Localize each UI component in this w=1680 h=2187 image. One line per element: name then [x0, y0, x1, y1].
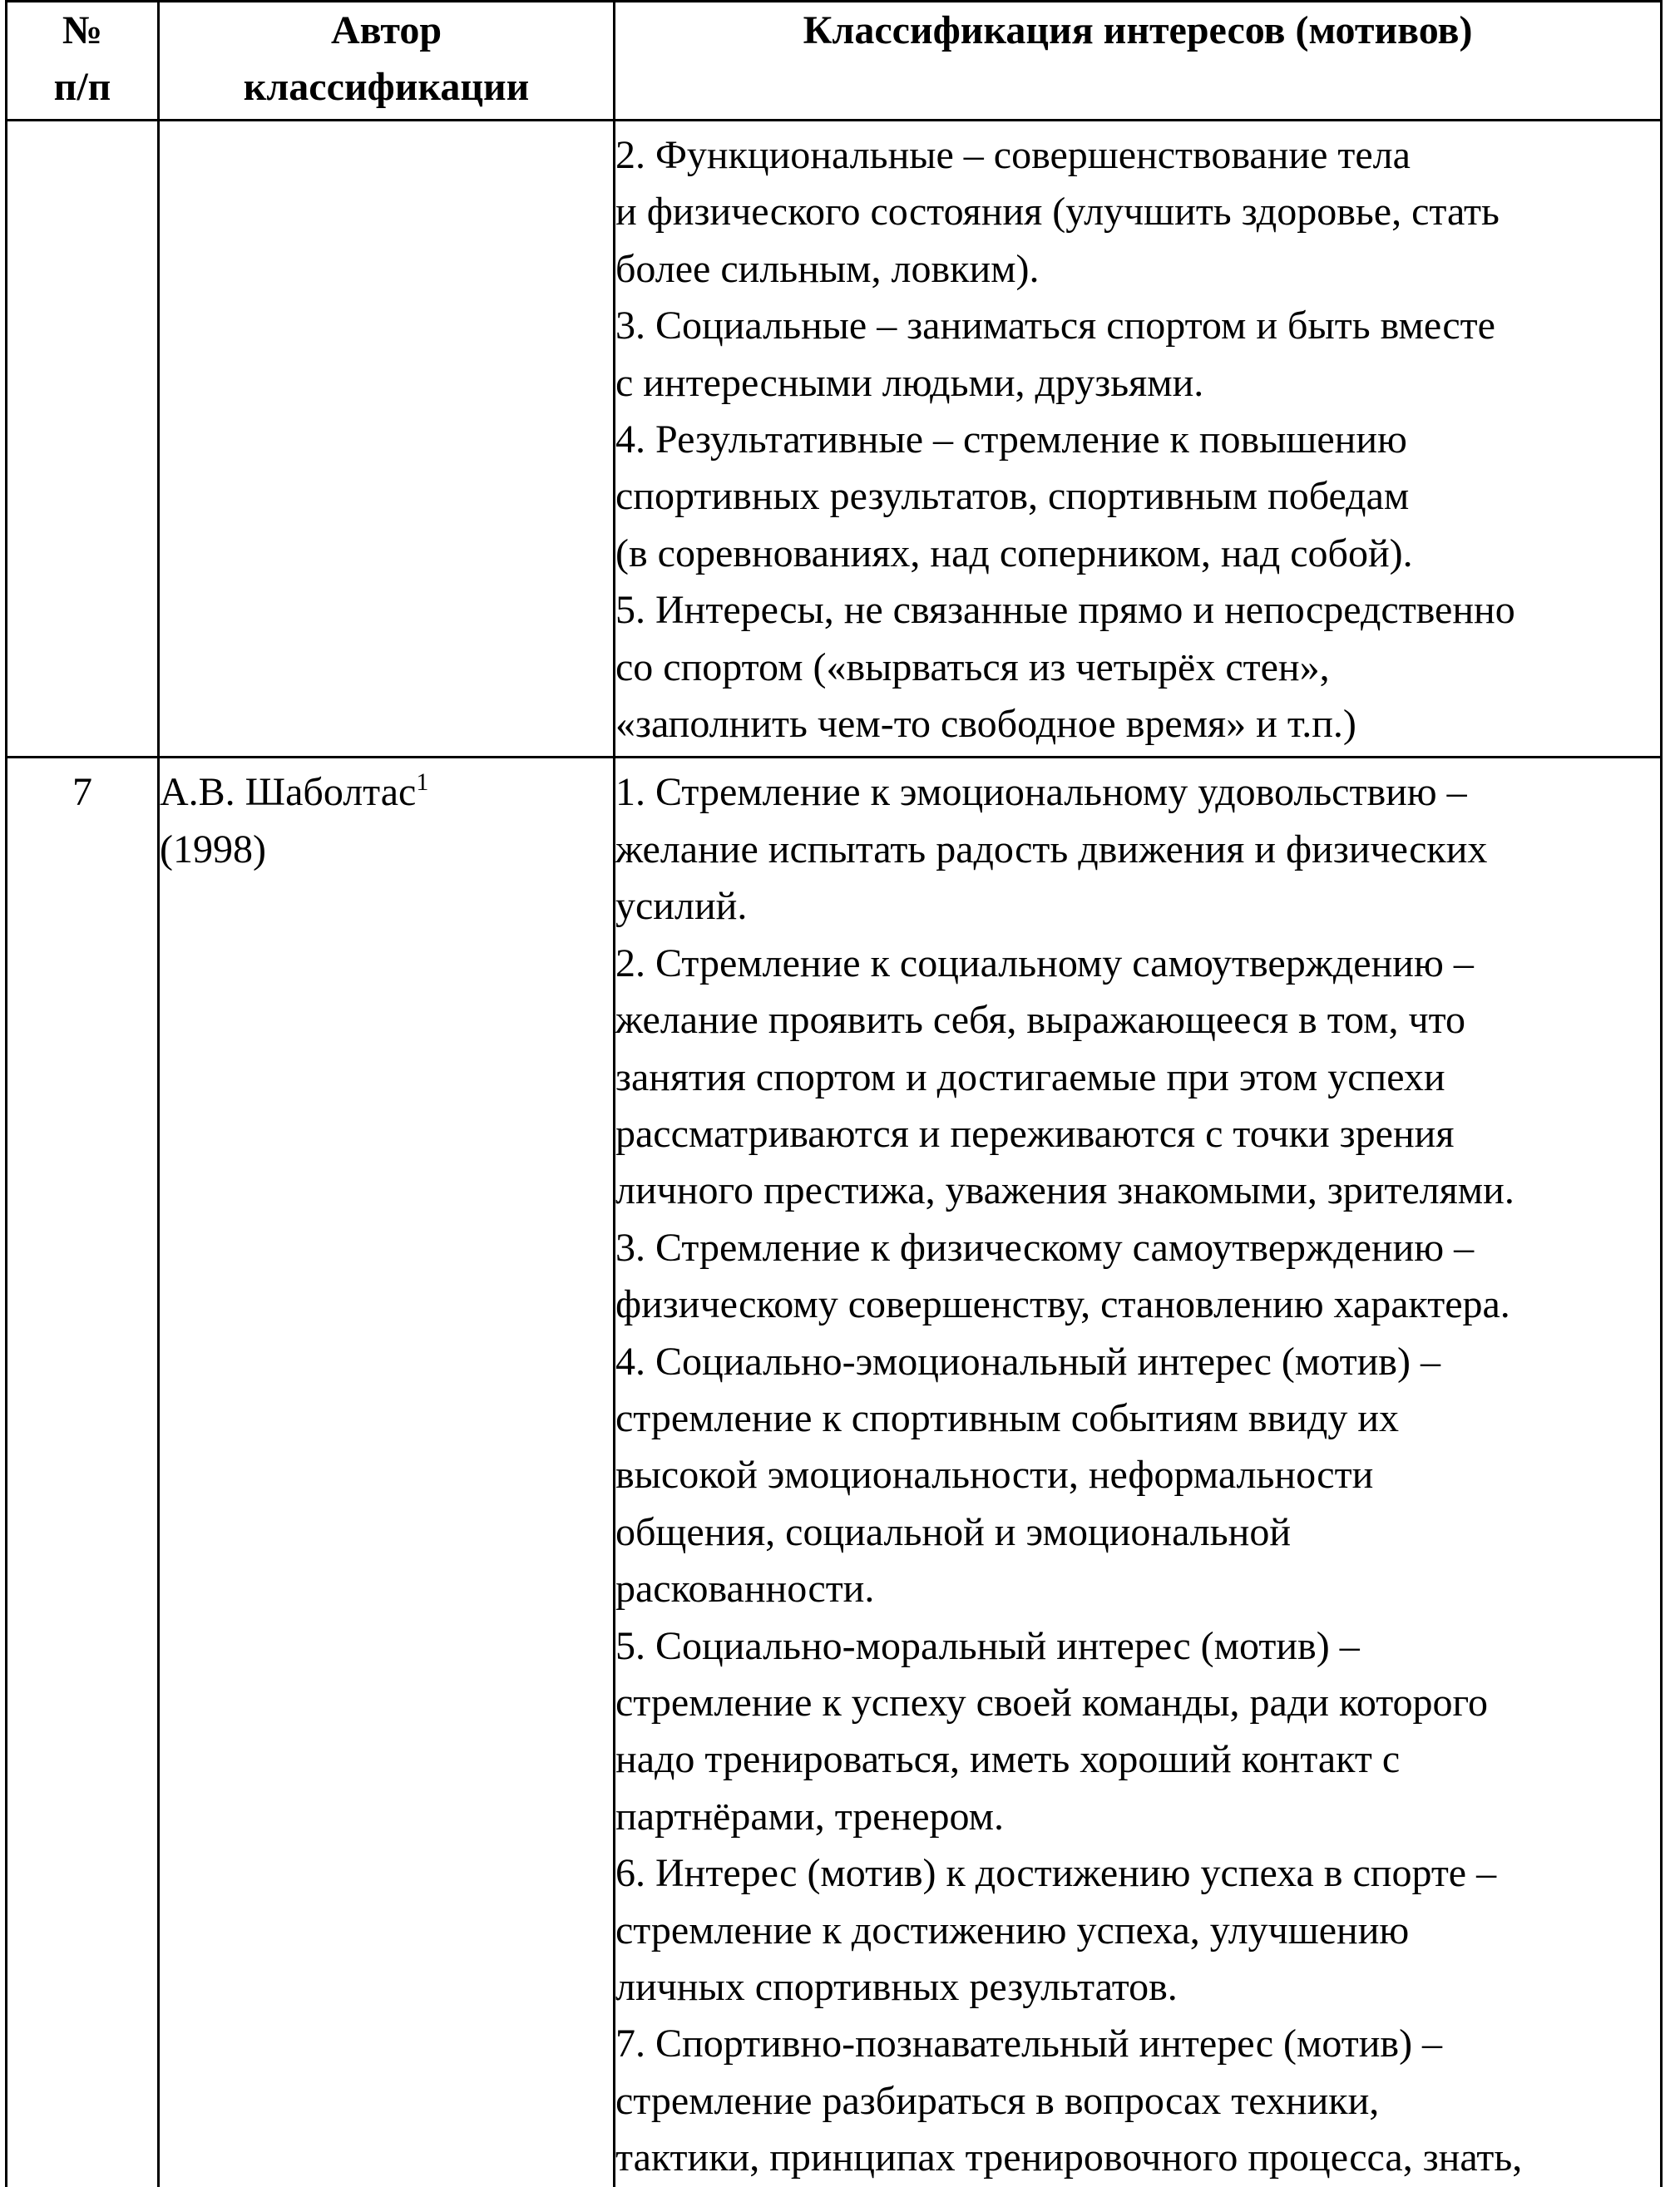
classification-line: физическому совершенству, становлению характера. [615, 1282, 1510, 1327]
classification-line: 3. Стремление к физическому самоутверждению – [615, 1225, 1475, 1270]
classification-line: более сильным, ловким). [615, 246, 1040, 291]
classification-line: личного престижа, уважения знакомыми, зрителями. [615, 1168, 1514, 1213]
classification-line: 2. Функциональные – совершенствование тела [615, 133, 1411, 177]
header-num [7, 2, 159, 121]
classification-line: 7. Спортивно-познавательный интерес (мотив) – [615, 2022, 1443, 2066]
classification-line: раскованности. [615, 1567, 875, 1612]
header-num-line-2: п/п [53, 65, 111, 109]
author-name: А.В. Шаболтас [160, 770, 417, 815]
row-author-cell [159, 121, 615, 758]
table-row [7, 758, 1662, 2187]
header-author-line-2: классификации [243, 65, 530, 109]
classification-line: партнёрами, тренером. [615, 1794, 1005, 1839]
classification-line: 4. Результативные – стремление к повышению [615, 417, 1407, 462]
classification-line: желание испытать радость движения и физических [615, 827, 1488, 871]
classification-line: стремление к спортивным событиям ввиду их [615, 1395, 1400, 1440]
classification-line: со спортом («вырваться из четырёх стен», [615, 644, 1330, 689]
classification-cell [615, 758, 1662, 2187]
table-row [7, 121, 1662, 758]
classification-line: 6. Интерес (мотив) к достижению успеха в спорте – [615, 1851, 1497, 1896]
classification-line: тактики, принципах тренировочного процесса, знать, [615, 2135, 1523, 2180]
classification-line: 3. Социальные – заниматься спортом и быть вместе [615, 304, 1495, 348]
author-name-line [160, 764, 613, 821]
classification-line: с интересными людьми, друзьями. [615, 360, 1204, 405]
classification-line: стремление к достижению успеха, улучшению [615, 1908, 1410, 1953]
classification-line: общения, социальной и эмоциональной [615, 1509, 1292, 1554]
classification-line: личных спортивных результатов. [615, 1965, 1178, 2009]
classification-line: стремление разбираться в вопросах техники, [615, 2078, 1380, 2123]
row-num-cell [7, 121, 159, 758]
header-num-line-1: № [62, 8, 103, 52]
classification-line: 4. Социально-эмоциональный интерес (мотив) – [615, 1339, 1440, 1384]
classification-line: усилий. [615, 884, 748, 929]
classification-line: 1. Стремление к эмоциональному удовольствию – [615, 770, 1467, 815]
header-row [7, 2, 1662, 121]
classification-line: «заполнить чем-то свободное время» и т.п.) [615, 702, 1356, 747]
classification-line: занятия спортом и достигаемые при этом успехи [615, 1054, 1445, 1099]
row-num-cell [7, 758, 159, 2187]
row-author-cell [159, 758, 615, 2187]
classification-line: 5. Интересы, не связанные прямо и непосредственно [615, 588, 1515, 633]
classification-line: стремление к успеху своей команды, ради которого [615, 1680, 1489, 1725]
author-footnote-marker: 1 [416, 768, 429, 797]
classification-line: 2. Стремление к социальному самоутверждению – [615, 940, 1474, 985]
header-author [159, 2, 615, 121]
classification-line: рассматриваются и переживаются с точки зрения [615, 1111, 1455, 1156]
author-year: (1998) [160, 827, 266, 871]
classification-line: высокой эмоциональности, неформальности [615, 1453, 1374, 1498]
classification-line: спортивных результатов, спортивным победам [615, 474, 1410, 519]
classification-line: (в соревнованиях, над соперником, над собой). [615, 531, 1413, 575]
header-classification-label: Классификация интересов (мотивов) [803, 8, 1473, 52]
classification-line: желание проявить себя, выражающееся в том, что [615, 998, 1465, 1043]
header-author-line-1: Автор [330, 8, 442, 52]
classification-cell [615, 121, 1662, 758]
classification-line: и физического состояния (улучшить здоровье, стать [615, 190, 1500, 234]
classification-line: надо тренироваться, иметь хороший контакт с [615, 1737, 1401, 1782]
row-num: 7 [72, 770, 92, 815]
classification-table [5, 0, 1663, 2187]
classification-line: 5. Социально-моральный интерес (мотив) – [615, 1623, 1360, 1668]
header-classification [615, 2, 1662, 121]
